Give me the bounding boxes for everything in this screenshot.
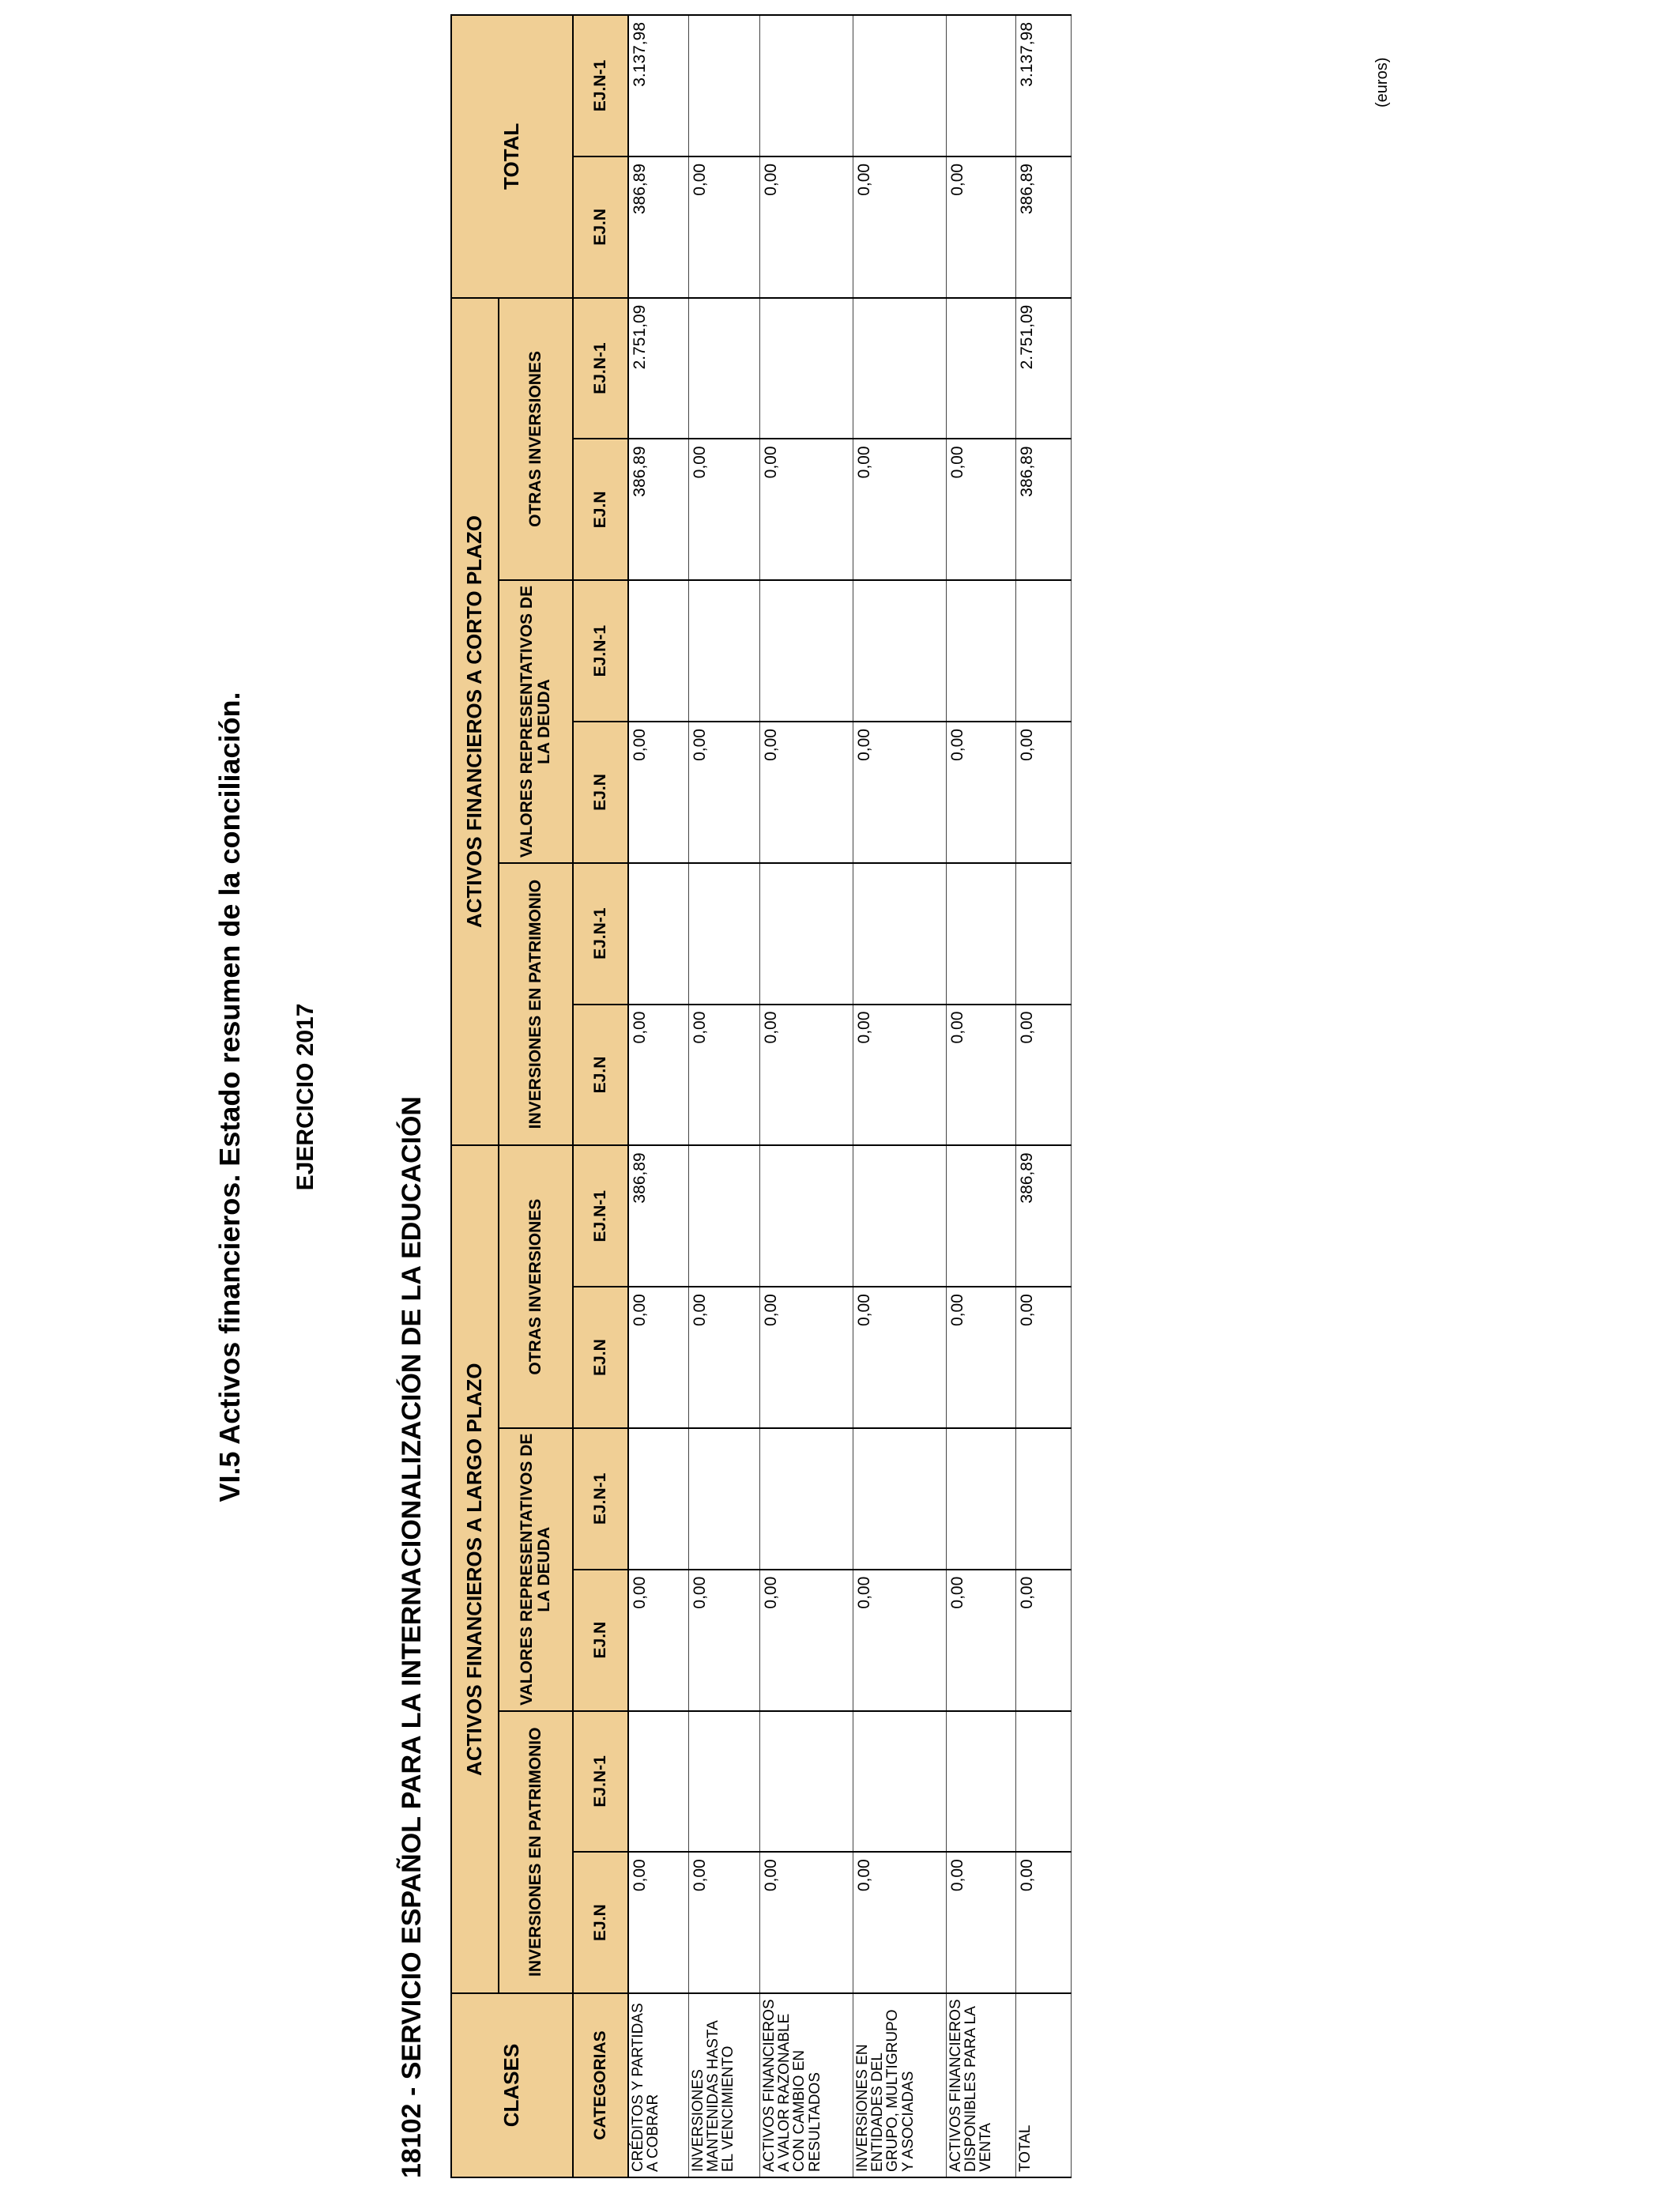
value-cell: 0,00 xyxy=(1015,1287,1071,1428)
value-cell xyxy=(853,1145,946,1287)
value-cell: 0,00 xyxy=(688,1570,759,1711)
value-cell xyxy=(1015,580,1071,722)
value-cell: 386,89 xyxy=(628,156,688,298)
header-st-valores-deuda: VALORES REPRESENTATIVOS DE LA DEUDA xyxy=(499,580,573,863)
value-cell: 0,00 xyxy=(628,1287,688,1428)
value-cell xyxy=(628,1711,688,1853)
value-cell: 0,00 xyxy=(1015,722,1071,863)
value-cell xyxy=(946,15,1015,156)
value-cell: 0,00 xyxy=(688,1005,759,1146)
value-cell xyxy=(628,580,688,722)
value-cell xyxy=(628,1428,688,1570)
value-cell xyxy=(853,580,946,722)
table-row xyxy=(688,15,759,2177)
value-cell xyxy=(759,15,853,156)
value-cell: 0,00 xyxy=(688,156,759,298)
value-cell xyxy=(946,1145,1015,1287)
value-cell: 0,00 xyxy=(688,439,759,580)
header-short-term: ACTIVOS FINANCIEROS A CORTO PLAZO xyxy=(451,298,499,1146)
page-title: VI.5 Activos financieros. Estado resumen de la conciliación. xyxy=(213,692,246,1502)
value-cell xyxy=(853,15,946,156)
header-ej-n1: EJ.N-1 xyxy=(573,1145,628,1287)
value-cell xyxy=(688,1711,759,1853)
value-cell xyxy=(853,863,946,1005)
value-cell: 0,00 xyxy=(946,156,1015,298)
header-lt-otras-inversiones: OTRAS INVERSIONES xyxy=(499,1145,573,1428)
table-row xyxy=(628,15,688,2177)
value-cell: 386,89 xyxy=(1015,156,1071,298)
header-ej-n: EJ.N xyxy=(573,439,628,580)
value-cell: 0,00 xyxy=(628,722,688,863)
header-st-otras-inversiones: OTRAS INVERSIONES xyxy=(499,298,573,581)
value-cell: 0,00 xyxy=(759,156,853,298)
value-cell: 3.137,98 xyxy=(1015,15,1071,156)
header-lt-inversiones-patrimonio: INVERSIONES EN PATRIMONIO xyxy=(499,1711,573,1994)
value-cell: 2.751,09 xyxy=(1015,298,1071,439)
value-cell: 0,00 xyxy=(759,1287,853,1428)
header-lt-valores-deuda: VALORES REPRESENTATIVOS DE LA DEUDA xyxy=(499,1428,573,1711)
currency-units: (euros) xyxy=(1373,57,1391,107)
financial-assets-table xyxy=(450,14,1072,2178)
value-cell xyxy=(688,580,759,722)
value-cell: 0,00 xyxy=(759,722,853,863)
value-cell: 0,00 xyxy=(853,1852,946,1993)
value-cell: 0,00 xyxy=(1015,1005,1071,1146)
value-cell xyxy=(759,580,853,722)
value-cell: 0,00 xyxy=(628,1005,688,1146)
value-cell xyxy=(759,863,853,1005)
value-cell: 0,00 xyxy=(628,1852,688,1993)
value-cell: 0,00 xyxy=(853,722,946,863)
value-cell xyxy=(946,1711,1015,1853)
table-row xyxy=(946,15,1015,2177)
header-ej-n: EJ.N xyxy=(573,1005,628,1146)
row-category: TOTAL xyxy=(1015,1993,1071,2177)
value-cell: 0,00 xyxy=(853,156,946,298)
row-category: INVERSIONES EN ENTIDADES DEL GRUPO, MULTIGRUPO Y ASOCIADAS xyxy=(853,1993,946,2177)
value-cell: 0,00 xyxy=(946,1852,1015,1993)
header-ej-n1: EJ.N-1 xyxy=(573,863,628,1005)
header-ej-n1: EJ.N-1 xyxy=(573,580,628,722)
value-cell xyxy=(628,863,688,1005)
value-cell xyxy=(688,863,759,1005)
value-cell xyxy=(946,580,1015,722)
value-cell xyxy=(853,1428,946,1570)
value-cell: 386,89 xyxy=(628,1145,688,1287)
header-ej-n1: EJ.N-1 xyxy=(573,1711,628,1853)
exercise-year: EJERCICIO 2017 xyxy=(292,1003,318,1191)
value-cell: 0,00 xyxy=(688,1287,759,1428)
header-ej-n: EJ.N xyxy=(573,1852,628,1993)
value-cell xyxy=(946,863,1015,1005)
value-cell xyxy=(853,1711,946,1853)
value-cell: 0,00 xyxy=(759,1005,853,1146)
value-cell xyxy=(853,298,946,439)
table-row xyxy=(1015,15,1071,2177)
value-cell: 0,00 xyxy=(1015,1570,1071,1711)
value-cell xyxy=(946,1428,1015,1570)
value-cell xyxy=(759,1145,853,1287)
header-ej-n: EJ.N xyxy=(573,1287,628,1428)
table-row xyxy=(853,15,946,2177)
header-total: TOTAL xyxy=(451,15,573,298)
value-cell: 0,00 xyxy=(759,439,853,580)
value-cell: 0,00 xyxy=(1015,1852,1071,1993)
header-st-inversiones-patrimonio: INVERSIONES EN PATRIMONIO xyxy=(499,863,573,1146)
header-ej-n: EJ.N xyxy=(573,156,628,298)
value-cell: 0,00 xyxy=(688,1852,759,1993)
value-cell: 0,00 xyxy=(946,439,1015,580)
value-cell: 0,00 xyxy=(759,1570,853,1711)
value-cell: 3.137,98 xyxy=(628,15,688,156)
value-cell xyxy=(1015,1428,1071,1570)
value-cell: 0,00 xyxy=(853,1570,946,1711)
value-cell xyxy=(688,15,759,156)
value-cell xyxy=(688,298,759,439)
header-ej-n1: EJ.N-1 xyxy=(573,15,628,156)
value-cell xyxy=(1015,863,1071,1005)
value-cell: 0,00 xyxy=(688,722,759,863)
value-cell xyxy=(688,1428,759,1570)
value-cell: 0,00 xyxy=(946,1570,1015,1711)
table-body xyxy=(628,15,1071,2177)
value-cell: 2.751,09 xyxy=(628,298,688,439)
value-cell: 0,00 xyxy=(853,1005,946,1146)
value-cell: 0,00 xyxy=(946,1287,1015,1428)
header-ej-n1: EJ.N-1 xyxy=(573,1428,628,1570)
value-cell xyxy=(759,1711,853,1853)
value-cell: 0,00 xyxy=(628,1570,688,1711)
value-cell: 0,00 xyxy=(946,722,1015,863)
header-long-term: ACTIVOS FINANCIEROS A LARGO PLAZO xyxy=(451,1145,499,1993)
entity-name: 18102 - SERVICIO ESPAÑOL PARA LA INTERNACIONALIZACIÓN DE LA EDUCACIÓN xyxy=(397,1096,427,2178)
value-cell xyxy=(759,1428,853,1570)
value-cell xyxy=(688,1145,759,1287)
header-ej-n: EJ.N xyxy=(573,1570,628,1711)
table-row xyxy=(759,15,853,2177)
value-cell: 0,00 xyxy=(946,1005,1015,1146)
row-category: ACTIVOS FINANCIEROS DISPONIBLES PARA LA VENTA xyxy=(946,1993,1015,2177)
value-cell xyxy=(1015,1711,1071,1853)
value-cell xyxy=(759,298,853,439)
header-categorias: CATEGORIAS xyxy=(573,1993,628,2177)
value-cell: 0,00 xyxy=(853,1287,946,1428)
value-cell: 386,89 xyxy=(628,439,688,580)
row-category: ACTIVOS FINANCIEROS A VALOR RAZONABLE CON CAMBIO EN RESULTADOS xyxy=(759,1993,853,2177)
header-ej-n1: EJ.N-1 xyxy=(573,298,628,439)
row-category: CRÉDITOS Y PARTIDAS A COBRAR xyxy=(628,1993,688,2177)
header-ej-n: EJ.N xyxy=(573,722,628,863)
value-cell: 0,00 xyxy=(759,1852,853,1993)
value-cell: 0,00 xyxy=(853,439,946,580)
value-cell: 386,89 xyxy=(1015,1145,1071,1287)
value-cell xyxy=(946,298,1015,439)
header-clases: CLASES xyxy=(451,1993,573,2177)
value-cell: 386,89 xyxy=(1015,439,1071,580)
row-category: INVERSIONES MANTENIDAS HASTA EL VENCIMIENTO xyxy=(688,1993,759,2177)
